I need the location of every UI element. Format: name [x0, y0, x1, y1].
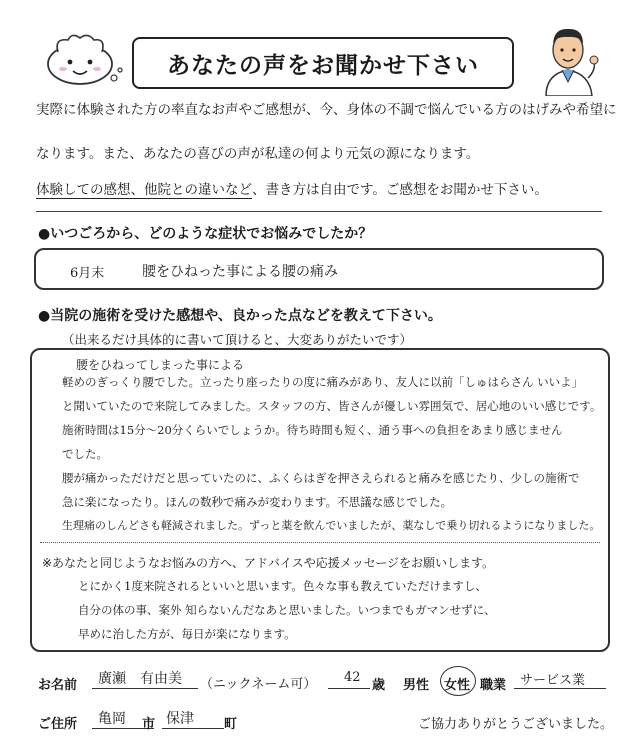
town-field-line: [162, 728, 224, 729]
page-title: あなたの声をお聞かせ下さい: [132, 37, 514, 89]
section-divider: [36, 211, 602, 212]
gender-male: 男性: [403, 678, 430, 693]
city-value: 亀岡: [98, 711, 126, 727]
name-value: 廣瀬 有由美: [98, 671, 182, 687]
question-impression: ●当院の施術を受けた感想や、良かった点などを教えて下さい。: [38, 308, 442, 324]
nickname-note: （ニックネーム可）: [200, 677, 317, 692]
answer-box-symptom: [34, 248, 604, 290]
mascot-illustration: [40, 28, 126, 90]
town-value: 保津: [166, 711, 194, 727]
intro-line-2: なります。また、あなたの喜びの声が私達の何より元気の源になります。: [36, 146, 480, 162]
name-label: お名前: [38, 678, 78, 693]
question-symptom: ●いつごろから、どのような症状でお悩みでしたか？: [38, 226, 373, 242]
intro-highlight: 体験しての感想、他院との違いなど: [36, 182, 252, 198]
answer-line: と聞いていたので来院してみました。スタッフの方、皆さんが優しい雰囲気で、居心地のいい感じです。: [62, 399, 602, 413]
instruction-text: （出来るだけ具体的に書いて頂けると、大変ありがたいです）: [62, 332, 413, 347]
advice-line: 早めに治した方が、毎日が楽になります。: [78, 627, 296, 641]
gender-female: 女性: [444, 678, 471, 693]
answer-symptom: 腰をひねった事による腰の痛み: [142, 264, 338, 280]
town-label: 町: [224, 717, 238, 732]
city-label: 市: [142, 717, 156, 732]
answer-line: 施術時間は15分〜20分くらいでしょうか。待ち時間も短く、通う事への負担をあまり感じません: [62, 423, 563, 437]
thanks-note: ご協力ありがとうございました。: [418, 717, 614, 732]
answer-line: 生理痛のしんどさも軽減されました。ずっと薬を飲んでいましたが、薬なしで乗り切れるようになりました。: [62, 519, 601, 532]
name-field-line: [92, 688, 198, 689]
dotted-divider: [40, 542, 600, 543]
job-label: 職業: [480, 678, 507, 693]
advice-line: とにかく1度来院されるといいと思います。色々な事も教えていただけますし、: [78, 579, 487, 593]
answer-line: でした。: [62, 447, 108, 461]
age-field-line: [328, 688, 370, 689]
age-label: 歳: [372, 678, 386, 693]
answer-line: 腰をひねってしまった事による: [76, 358, 245, 372]
job-value: サービス業: [520, 673, 586, 688]
job-field-line: [514, 688, 606, 689]
intro-line-3: [36, 181, 548, 199]
advice-prompt: ※あなたと同じようなお悩みの方へ、アドバイスや応援メッセージをお願いします。: [42, 556, 495, 570]
intro-line-3-rest: 、書き方は自由です。ご感想をお聞かせ下さい。: [252, 182, 548, 198]
address-label: ご住所: [38, 717, 78, 732]
age-value: 42: [344, 670, 361, 685]
doctor-illustration: [536, 18, 600, 96]
answer-box-impression: [30, 348, 610, 652]
answer-line: 軽めのぎっくり腰でした。立ったり座ったりの度に痛みがあり、友人に以前「しゅはらさん いいよ」: [62, 375, 584, 389]
answer-line: 急に楽になったり。ほんの数秒で痛みが変わります。不思議な感じでした。: [62, 495, 453, 509]
intro-line-1: 実際に体験された方の率直なお声やご感想が、今、身体の不調で悩んでいる方のはげみや希望に: [36, 102, 617, 118]
answer-line: 腰が痛かっただけだと思っていたのに、ふくらはぎを押さえられると痛みを感じたり、少しの施術で: [62, 471, 580, 485]
advice-line: 自分の体の事、案外 知らないんだなあと思いました。いつまでもガマンせずに、: [78, 603, 496, 617]
answer-when: 6月末: [70, 266, 105, 281]
